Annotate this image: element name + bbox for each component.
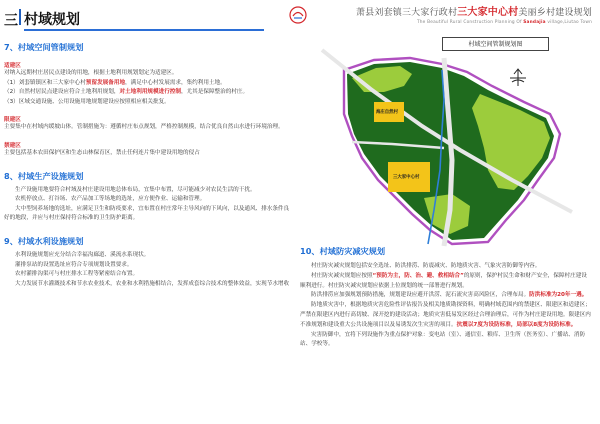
suitable-text: 对纳入远期村庄居民点建设的用地，根据土地利用规划划定为适建区。	[4, 70, 178, 76]
heading-production-facilities: 8、村域生产设施规划	[4, 170, 84, 181]
disaster-p2: 村庄防灾减灾规划应按照“预防为主，防、治、避、救相结合”的原则，保护村民生命和财产安全，保障村庄建设顺利进行。村庄防灾减灾规划应依据上位规划的统一部署进行规划。	[300, 272, 587, 289]
map-title: 村域空间管制规划图	[442, 37, 549, 51]
suitable-item-2: （2）自然村居民点建设应符合土地利用规划，对土地利用规模进行控制，尤其是保障整治的村庄。	[4, 89, 249, 96]
disaster-p1: 村庄防灾减灾规划包括安全选址、防洪排涝、防震减灾、防地质灾害、气象灾害防御等内容。	[311, 263, 541, 269]
subheading-forbidden: 禁建区	[4, 142, 21, 149]
production-p1: 生产设施用地要符合村域及村庄建设用地总体布局，宜集中布置，尽可能减少对农民生活的干扰。	[15, 186, 256, 193]
production-p3: 大中型饲养场地的选址，应满足卫生和防疫要求，宜布置在村庄常年主导风向的下风向，以及通风、排水条件良好的地段，并应与村庄保持符合标准的卫生防护距离。	[4, 205, 290, 222]
section-title: 村域规划	[24, 12, 80, 28]
logo-icon	[288, 5, 308, 25]
spatial-control-map	[292, 30, 594, 247]
water-p4: 大力发展节水灌溉技术和节水农业技术，农业和水利措施相结合，发挥成套综合技术的整体效益，实现节水增收	[15, 280, 290, 287]
limited-text: 主要集中在村域内缓坡山体。管制措施为：遵循村庄布点规划，严格控制规模，结合优良自然山水进行环境治理。	[4, 124, 284, 131]
suitable-item-1: （1）刘套镇镇区和三大家中心村预留发展备用地，满足中心村发展需求，集约利用土地。	[4, 79, 226, 86]
heading-water-facilities: 9、村域水利设施规划	[4, 235, 84, 246]
forbidden-text: 主要包括基本农田保护区和生态山林保育区，禁止任何连片集中建设用地的侵占	[4, 149, 200, 156]
subheading-limited: 限建区	[4, 117, 21, 124]
north-arrow-icon	[510, 69, 526, 86]
right-column	[300, 246, 592, 350]
title-underline	[24, 29, 264, 31]
water-p1: 水利设施规划应充分结合幸福沟廊道、溪流水系现状。	[15, 251, 150, 258]
map-label-center-village: 三大家中心村	[393, 175, 420, 180]
map-label-haizhuang: 海庄自然村	[376, 110, 398, 115]
section-number: 三	[4, 13, 18, 29]
water-p3: 农村灌排沟渠可与村庄排水工程等紧密结合布置。	[15, 271, 139, 278]
project-title-en: The Beautiful Rural Construction Planning Of Sandajia village,Liutao Town	[416, 20, 592, 25]
project-title-block	[356, 3, 592, 25]
map-drawing	[292, 30, 594, 247]
disaster-p5: 灾害防御中，宜将下列设施作为重点保护对象：变电站（室）、通信室、粮库、卫生所（医务室）、广播站、消防站、学校等。	[300, 331, 586, 348]
heading-spatial-control: 7、村域空间管制规划	[4, 42, 84, 52]
subheading-suitable: 适建区	[4, 63, 21, 69]
left-column	[4, 38, 290, 289]
suitable-item-3: （3）区域交通设施、公用设施用地规划建设应按照相应相关批复。	[4, 98, 170, 105]
heading-disaster-prevention: 10、村域防灾减灾规划	[300, 246, 386, 256]
water-p2: 灌排泵站的设置选址应符合专项规划设置要求。	[15, 261, 133, 268]
project-title-cn: 萧县刘套镇三大家行政村三大家中心村美丽乡村建设规划	[355, 7, 592, 18]
disaster-p3: 防洪排涝应加强规划预防措施，规划建设应避开洪涝、泥石流灾害高风险区，合理布局。防洪标准为20年一遇。	[311, 292, 588, 299]
production-p2: 农机停放点、打谷场、农产品加工等场地的选址，应方便作业、运输和管理。	[15, 196, 206, 203]
section-marker	[19, 9, 21, 25]
disaster-p4: 防地质灾害中，根据地质灾害危险性评估报告及相关地质勘探资料，明确村域范围内的禁建区、限建区和适建区；严禁在限建区内进行高切坡、深开挖的建设活动；地质灾害低易发区经过合理治理后，可作为村庄建设用地。限建区内不准规划和建设重大公共设施项目以及易诱发次生灾害的项目。抗震以7度为设防标准，局部以8度为设防标准。	[300, 302, 591, 328]
